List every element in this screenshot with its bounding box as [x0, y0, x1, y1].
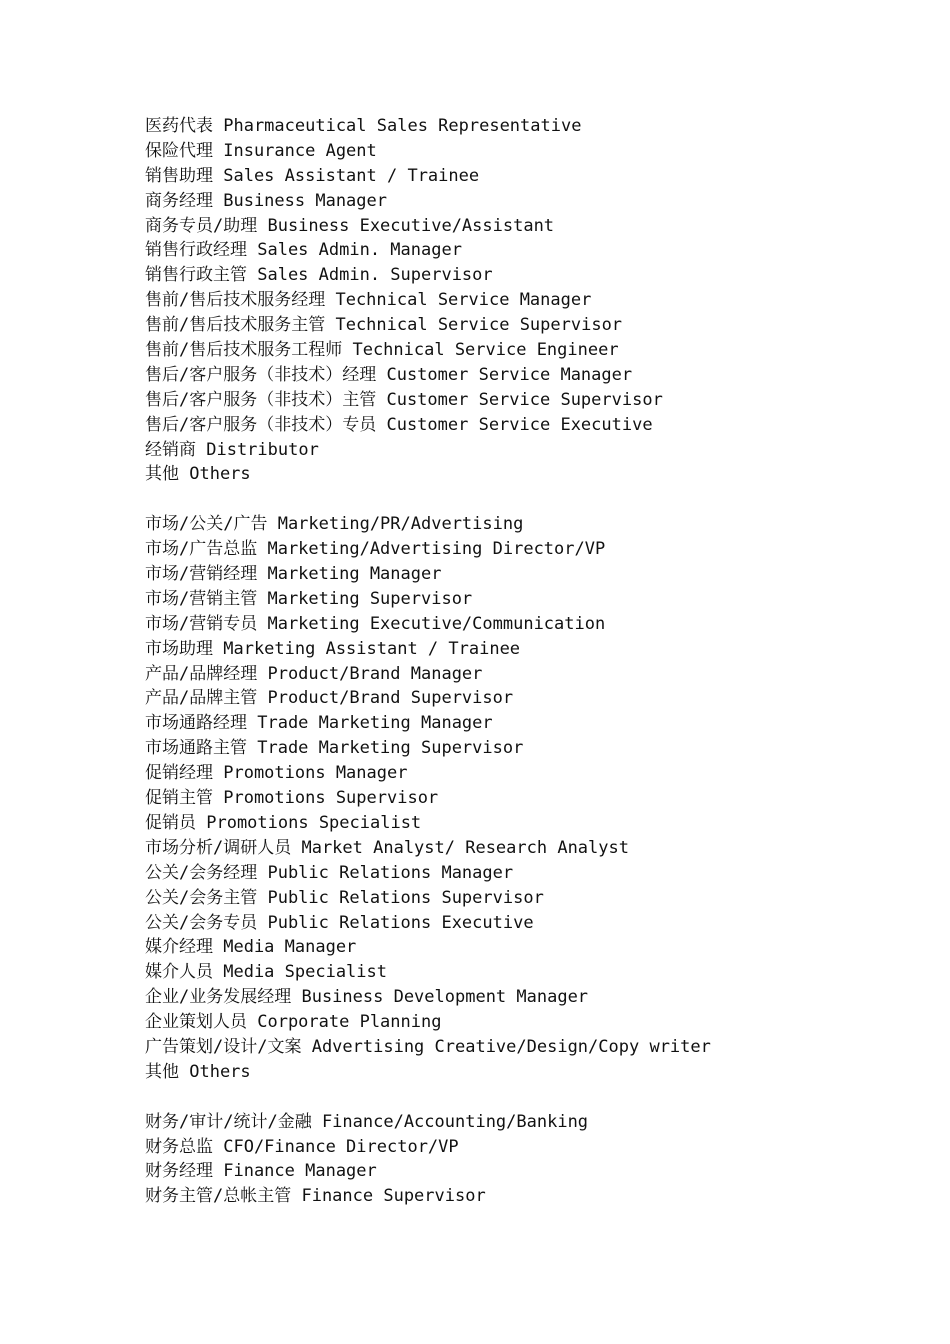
text-line: 销售行政经理 Sales Admin. Manager — [145, 240, 462, 261]
text-line: 财务总监 CFO/Finance Director/VP — [145, 1136, 459, 1157]
text-line: 售前/售后技术服务工程师 Technical Service Engineer — [145, 340, 619, 361]
text-line: 售后/客户服务（非技术）专员 Customer Service Executive — [145, 414, 653, 435]
text-line: 市场/营销专员 Marketing Executive/Communication — [145, 613, 606, 634]
text-line: 市场通路经理 Trade Marketing Manager — [145, 713, 493, 734]
section-finance — [145, 1110, 925, 1210]
text-line: 财务主管/总帐主管 Finance Supervisor — [145, 1186, 486, 1207]
text-line: 其他 Others — [145, 464, 251, 485]
text-line: 商务经理 Business Manager — [145, 190, 387, 211]
text-line: 市场通路主管 Trade Marketing Supervisor — [145, 738, 524, 759]
text-line: 售前/售后技术服务主管 Technical Service Supervisor — [145, 315, 623, 336]
text-line: 促销主管 Promotions Supervisor — [145, 788, 439, 809]
text-line: 促销经理 Promotions Manager — [145, 763, 408, 784]
text-line: 售后/客户服务（非技术）经理 Customer Service Manager — [145, 364, 633, 385]
text-line: 市场/营销经理 Marketing Manager — [145, 564, 442, 585]
text-line: 市场/营销主管 Marketing Supervisor — [145, 588, 473, 609]
text-line: 促销员 Promotions Specialist — [145, 812, 422, 833]
text-line: 销售助理 Sales Assistant / Trainee — [145, 165, 480, 186]
text-line: 市场分析/调研人员 Market Analyst/ Research Analyst — [145, 837, 629, 858]
text-line: 企业/业务发展经理 Business Development Manager — [145, 987, 589, 1008]
text-line: 广告策划/设计/文案 Advertising Creative/Design/Copy writer — [145, 1036, 711, 1057]
text-line: 媒介经理 Media Manager — [145, 937, 357, 958]
text-line: 产品/品牌经理 Product/Brand Manager — [145, 663, 483, 684]
text-line: 商务专员/助理 Business Executive/Assistant — [145, 215, 555, 236]
text-line: 产品/品牌主管 Product/Brand Supervisor — [145, 688, 514, 709]
text-line: 公关/会务经理 Public Relations Manager — [145, 862, 514, 883]
document-body — [145, 114, 925, 1209]
section-heading: 市场/公关/广告 Marketing/PR/Advertising — [145, 514, 524, 535]
text-line: 企业策划人员 Corporate Planning — [145, 1012, 442, 1033]
text-line: 售后/客户服务（非技术）主管 Customer Service Supervisor — [145, 389, 663, 410]
text-line: 财务经理 Finance Manager — [145, 1161, 377, 1182]
text-line: 市场助理 Marketing Assistant / Trainee — [145, 638, 521, 659]
text-line: 公关/会务主管 Public Relations Supervisor — [145, 887, 544, 908]
text-line: 市场/广告总监 Marketing/Advertising Director/VP — [145, 539, 606, 560]
text-line: 媒介人员 Media Specialist — [145, 962, 387, 983]
section-sales — [145, 114, 925, 487]
text-line: 保险代理 Insurance Agent — [145, 140, 377, 161]
text-line: 其他 Others — [145, 1061, 251, 1082]
section-marketing — [145, 512, 925, 1084]
text-line: 售前/售后技术服务经理 Technical Service Manager — [145, 290, 592, 311]
text-line: 公关/会务专员 Public Relations Executive — [145, 912, 534, 933]
blank-line — [145, 487, 925, 512]
blank-line — [145, 1085, 925, 1110]
text-line: 销售行政主管 Sales Admin. Supervisor — [145, 265, 493, 286]
text-line: 经销商 Distributor — [145, 439, 319, 460]
section-heading: 财务/审计/统计/金融 Finance/Accounting/Banking — [145, 1111, 589, 1132]
text-line: 医药代表 Pharmaceutical Sales Representative — [145, 116, 582, 136]
